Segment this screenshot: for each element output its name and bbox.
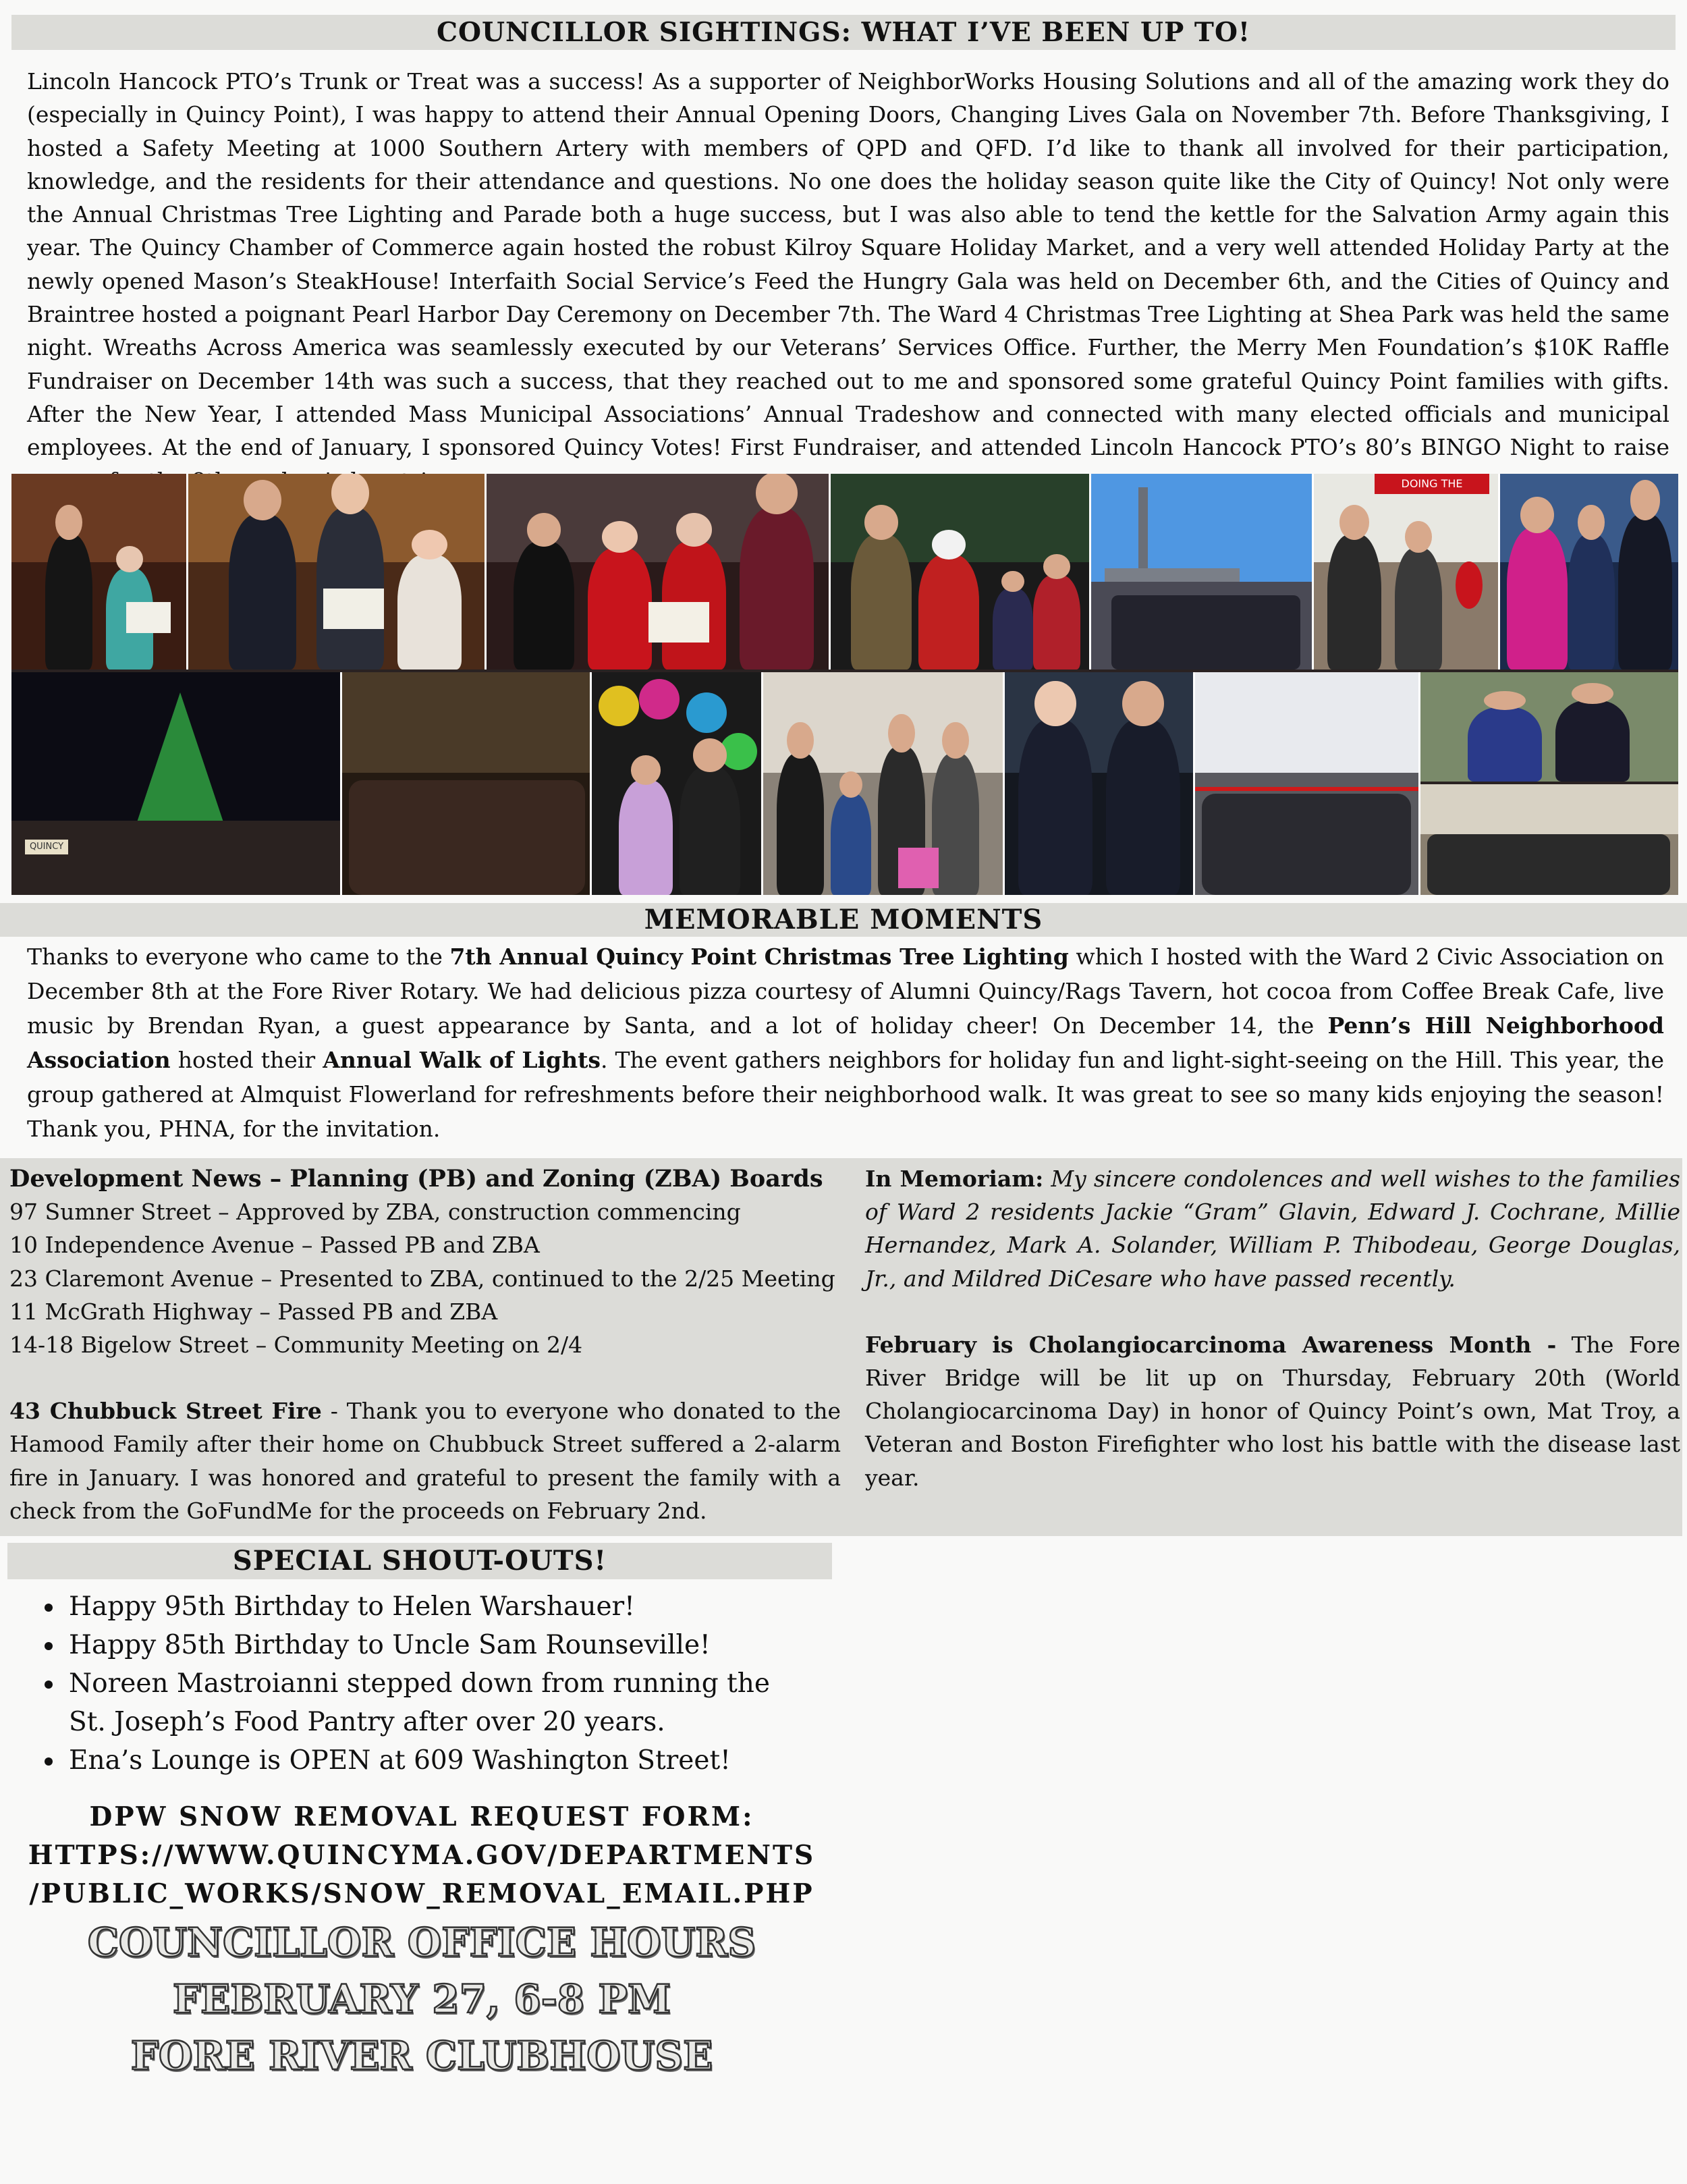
office-hours-date: FEBRUARY 27, 6-8 PM (172, 1976, 671, 2022)
development-news (9, 1162, 841, 1527)
photo-ribbon-cutting (1195, 672, 1420, 895)
photo-battleship (1091, 474, 1314, 670)
development-item: 97 Sumner Street – Approved by ZBA, construction commencing (9, 1199, 741, 1226)
development-item: 11 McGrath Highway – Passed PB and ZBA (9, 1298, 498, 1325)
awareness-paragraph: February is Cholangiocarcinoma Awareness Month - The Fore River Bridge will be lit up on Thursday, February 20th (World Cholangiocarcinoma Day) in honor of Quincy Point’s own, Mat Troy, a Veteran and Boston Firefighter who lost his battle with the disease last year. (865, 1331, 1681, 1491)
office-hours-location: FORE RIVER CLUBHOUSE (130, 2033, 713, 2079)
sightings-paragraph: Lincoln Hancock PTO’s Trunk or Treat was a success! As a supporter of NeighborWorks Housing Solutions and all of the amazing work they do (especially in Quincy Point), I was happy to attend their Annual Opening Doors, Changing Lives Gala on November 7th. Before Thanksgiving, I hosted a Safety Meeting at 1000 Southern Artery with members of QPD and QFD. I’d like to thank all involved for their participation, knowledge, and the residents for their attendance and questions. No one does the holiday season quite like the City of Quincy! Not only were the Annual Christmas Tree Lighting and Parade both a huge success, but I was also able to tend the kettle for the Salvation Army again this year. The Quincy Chamber of Commerce again hosted the robust Kilroy Square Holiday Market, and a very well attended Holiday Party at the newly opened Mason’s SteakHouse! Interfaith Social Service’s Feed the Hungry Gala was held on December 6th, and the Cities of Quincy and Braintree hosted a poignant Pearl Harbor Day Ceremony on December 7th. The Ward 4 Christmas Tree Lighting at Shea Park was held the same night. Wreaths Across America was seamlessly executed by our Veterans’ Services Office. Further, the Merry Men Foundation’s $10K Raffle Fundraiser on December 14th was such a success, that they reached out to me and sponsored some grateful Quincy Point families with gifts. After the New Year, I attended Mass Municipal Associations’ Annual Tradeshow and connected with many elected officials and municipal employees. At the end of January, I sponsored Quincy Votes! First Fundraiser, and attended Lincoln Hancock PTO’s 80’s BINGO Night to raise (27, 68, 1669, 461)
photo-collage (11, 474, 1678, 895)
development-item: 14-18 Bigelow Street – Community Meeting on 2/4 (9, 1332, 583, 1359)
photo-meeting-group (1420, 784, 1678, 895)
development-title: Development News – Planning (PB) and Zoning (ZBA) Boards (9, 1165, 823, 1193)
office-hours (0, 1914, 844, 2084)
quincy-sign: QUINCY (25, 840, 68, 854)
salvation-banner: DOING THE (1375, 474, 1489, 494)
development-item: 23 Claremont Avenue – Presented to ZBA, continued to the 2/25 Meeting (9, 1265, 835, 1292)
office-hours-title: COUNCILLOR OFFICE HOURS (87, 1919, 756, 1965)
photo-tradeshow (1005, 672, 1195, 895)
fire-paragraph: 43 Chubbuck Street Fire - Thank you to everyone who donated to the Hamood Family after their home on Chubbuck Street suffered a 2-alarm fire in January. I was honored and grateful to present the family with a check from the GoFundMe for the proceeds on February 2nd. (9, 1398, 841, 1524)
photo-selfie (1420, 672, 1678, 782)
list-item: • Noreen Mastroianni stepped down from running the St. Joseph’s Food Pantry after over 20 years. (65, 1664, 794, 1741)
photo-santa (831, 474, 1091, 670)
shoutouts-list (32, 1587, 794, 1780)
photo-gala-award (11, 474, 188, 670)
photo-salvation-army (1314, 474, 1500, 670)
list-item: • Ena’s Lounge is OPEN at 609 Washington Street! (65, 1741, 794, 1780)
sightings-header: COUNCILLOR SIGHTINGS: WHAT I’VE BEEN UP TO! (11, 15, 1676, 50)
photo-tree-lighting (11, 672, 342, 895)
memoriam-paragraph: In Memoriam: My sincere condolences and well wishes to the families of Ward 2 residents Jackie “Gram” Glavin, Edward J. Cochrane, Millie Hernandez, Mark A. Solander, William P. Thibodeau, George Douglas, Jr., and Mildred DiCesare who have passed recently. (865, 1166, 1680, 1292)
moments-header: MEMORABLE MOMENTS (0, 903, 1687, 937)
photo-steakhouse (1500, 474, 1678, 670)
photo-balloons (592, 672, 763, 895)
development-item: 10 Independence Avenue – Passed PB and ZBA (9, 1232, 540, 1259)
list-item: • Happy 85th Birthday to Uncle Sam Rounseville! (65, 1626, 794, 1664)
list-item: • Happy 95th Birthday to Helen Warshauer! (65, 1587, 794, 1626)
dpw-link[interactable]: HTTPS://WWW.QUINCYMA.GOV/DEPARTMENTS (28, 1840, 816, 1871)
dpw-form-notice (0, 1798, 844, 1913)
memoriam-column (865, 1162, 1680, 1494)
photo-hungry-gala (487, 474, 831, 670)
photo-holiday-party (342, 672, 592, 895)
dpw-line: DPW SNOW REMOVAL REQUEST FORM: (89, 1801, 754, 1832)
photo-award-group (188, 474, 487, 670)
moments-paragraph: Thanks to everyone who came to the 7th Annual Quincy Point Christmas Tree Lighting which I hosted with the Ward 2 Civic Association on December 8th at the Fore River Rotary. We had delicious pizza courtesy of Alumni Quincy/Rags Tavern, hot cocoa from Coffee Break Cafe, live music by Brendan Ryan, a guest appearance by Santa, and a lot of holiday cheer! On December 14, the Penn’s Hill Neighborhood Association hosted their Annual Walk of Lights. The event gathers neighbors for holiday fun and light-sight-seeing on the Hill. This year, the group gathered at Almquist Flowerland for refreshments before their neighborhood walk. It was great to see so many kids enjoying the season! Thank you, PHNA, for the invitation. (27, 944, 1664, 1142)
photo-gift-families (763, 672, 1005, 895)
shoutouts-header: SPECIAL SHOUT-OUTS! (7, 1543, 832, 1579)
dpw-link[interactable]: /PUBLIC_WORKS/SNOW_REMOVAL_EMAIL.PHP (29, 1878, 814, 1909)
